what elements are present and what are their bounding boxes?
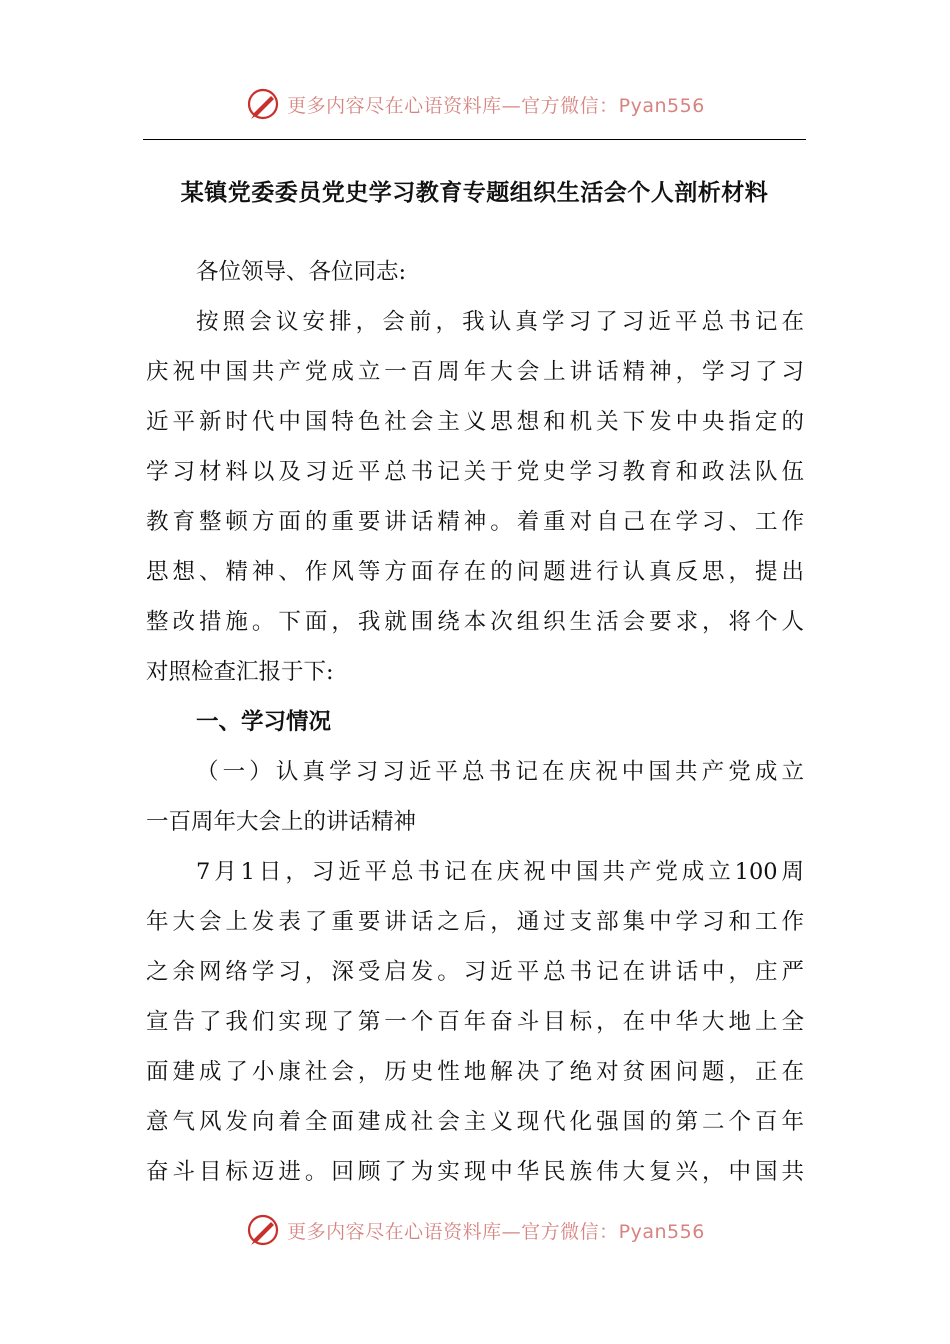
pen-logo-icon	[245, 1212, 281, 1248]
subsection-heading: （一）认真学习习近平总书记在庆祝中国共产党成立	[196, 759, 804, 785]
banner-text: 更多内容尽在心语资料库—官方微信：Pyan556	[287, 94, 705, 117]
paragraph-line: 年大会上发表了重要讲话之后，通过支部集中学习和工作	[146, 909, 804, 935]
pen-logo-icon	[245, 86, 281, 122]
document-title: 某镇党委委员党史学习教育专题组织生活会个人剖析材料	[180, 179, 769, 206]
paragraph-line: 之余网络学习，深受启发。习近平总书记在讲话中，庄严	[146, 959, 804, 985]
paragraph-line: 近平新时代中国特色社会主义思想和机关下发中央指定的	[146, 409, 804, 435]
paragraph-line: 宣告了我们实现了第一个百年奋斗目标，在中华大地上全	[146, 1009, 804, 1035]
banner-text: 更多内容尽在心语资料库—官方微信：Pyan556	[287, 1220, 705, 1243]
paragraph-line: 7月1日，习近平总书记在庆祝中国共产党成立100周	[196, 859, 804, 885]
wechat-id: Pyan556	[618, 1220, 705, 1243]
paragraph-line: 学习材料以及习近平总书记关于党史学习教育和政法队伍	[146, 459, 804, 485]
subsection-heading: 一百周年大会上的讲话精神	[146, 809, 417, 835]
salutation: 各位领导、各位同志:	[196, 259, 407, 285]
wechat-id: Pyan556	[618, 94, 705, 117]
paragraph-line: 对照检查汇报于下:	[146, 659, 334, 685]
paragraph-line: 面建成了小康社会，历史性地解决了绝对贫困问题，正在	[146, 1059, 804, 1085]
paragraph-line: 奋斗目标迈进。回顾了为实现中华民族伟大复兴，中国共	[146, 1159, 804, 1185]
footer-banner	[0, 1210, 950, 1250]
paragraph-line: 意气风发向着全面建成社会主义现代化强国的第二个百年	[146, 1109, 804, 1135]
section-heading: 一、学习情况	[196, 709, 332, 735]
paragraph-line: 教育整顿方面的重要讲话精神。着重对自己在学习、工作	[146, 509, 804, 535]
paragraph-line: 按照会议安排，会前，我认真学习了习近平总书记在	[196, 309, 804, 335]
header-rule	[143, 139, 806, 140]
paragraph-line: 庆祝中国共产党成立一百周年大会上讲话精神，学习了习	[146, 359, 804, 385]
paragraph-line: 整改措施。下面，我就围绕本次组织生活会要求，将个人	[146, 609, 804, 635]
header-banner	[0, 84, 950, 124]
paragraph-line: 思想、精神、作风等方面存在的问题进行认真反思，提出	[146, 559, 804, 585]
